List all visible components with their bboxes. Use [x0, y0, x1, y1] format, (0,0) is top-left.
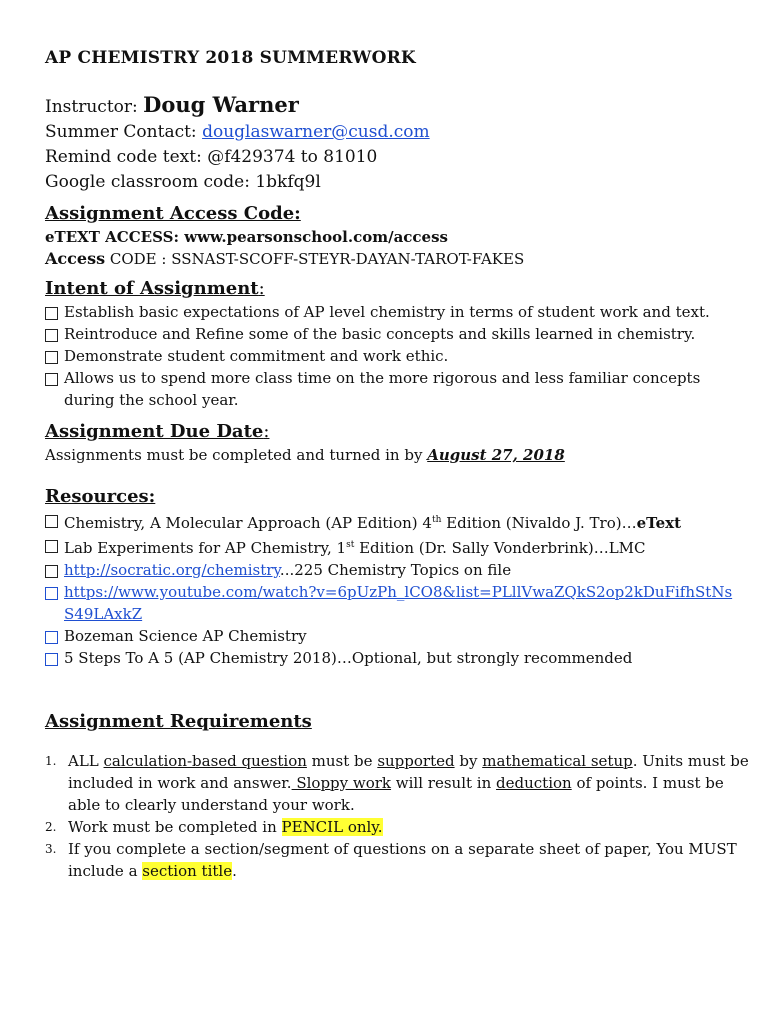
resource-bold: eText: [636, 514, 682, 532]
underlined-text: supported: [377, 752, 455, 770]
resource-text: [64, 509, 755, 534]
requirements-list: [45, 750, 755, 882]
intent-item: [45, 323, 755, 345]
resource-text-part: Edition (Nivaldo J. Tro)…: [441, 514, 637, 532]
resource-text: 5 Steps To A 5 (AP Chemistry 2018)…Optional, but strongly recommended: [64, 649, 633, 667]
checkbox-icon: [45, 653, 58, 666]
text-part: must be: [306, 752, 378, 770]
intent-item-text: Allows us to spend more class time on the more rigorous and less familiar concepts during the school year.: [64, 369, 701, 409]
text-part: ALL: [68, 752, 104, 770]
due-date: August 27, 2018: [427, 446, 565, 464]
checkbox-icon: [45, 373, 58, 386]
underlined-text: calculation-based question: [103, 752, 307, 770]
checkbox-icon: [45, 351, 58, 364]
access-heading: Assignment Access Code:: [45, 203, 301, 224]
resource-item: [45, 581, 755, 625]
checkbox-icon: [45, 587, 58, 600]
requirement-text: [68, 816, 755, 838]
text-part: If you complete a section/segment of questions on a separate sheet of paper, You MUST include a: [68, 840, 737, 880]
socratic-link[interactable]: http://socratic.org/chemistry: [64, 561, 280, 579]
requirement-text: [68, 838, 755, 882]
resource-item: [45, 625, 755, 647]
due-line: [45, 444, 755, 466]
text-part: .: [232, 862, 237, 880]
resource-text: Bozeman Science AP Chemistry: [64, 627, 307, 645]
superscript: th: [431, 515, 442, 525]
checkbox-icon: [45, 329, 58, 342]
resource-text-part: ...225 Chemistry Topics on file: [279, 561, 512, 579]
underlined-text: deduction: [496, 774, 572, 792]
resource-text: [64, 559, 755, 581]
intent-heading: [45, 278, 755, 299]
document-page: [45, 48, 755, 882]
intent-item-text: Reintroduce and Refine some of the basic concepts and skills learned in chemistry.: [64, 325, 696, 343]
checkbox-icon: [45, 540, 58, 553]
intent-heading-colon: :: [258, 278, 265, 299]
intent-item: [45, 367, 755, 411]
access-code-line: [45, 248, 755, 270]
highlighted-text: PENCIL only.: [281, 818, 383, 836]
resource-item: [45, 559, 755, 581]
text-part: . Units must be included in work and answer.: [68, 752, 749, 792]
requirements-heading: Assignment Requirements: [45, 711, 312, 732]
item-number: 3.: [45, 842, 57, 856]
checkbox-icon: [45, 307, 58, 320]
resource-item: [45, 509, 755, 534]
youtube-link[interactable]: https://www.youtube.com/watch?v=6pUzPh_lCO8&list=PLllVwaZQkS2op2kDuFifhStNsS49LAxkZ: [64, 583, 733, 623]
resource-item: [45, 647, 755, 669]
contact-label: Summer Contact:: [45, 122, 197, 142]
requirement-item: [45, 838, 755, 882]
intent-heading-text: Intent of Assignment: [45, 278, 259, 299]
checkbox-icon: [45, 631, 58, 644]
intent-item: [45, 345, 755, 367]
document-title: AP CHEMISTRY 2018 SUMMERWORK: [45, 48, 416, 68]
remind-code: Remind code text: @f429374 to 81010: [45, 147, 378, 167]
due-text: Assignments must be completed and turned in by: [45, 446, 423, 464]
text-part: will result in: [391, 774, 497, 792]
resource-text: [64, 581, 755, 625]
superscript: st: [346, 540, 355, 550]
classroom-code: Google classroom code: 1bkfq9l: [45, 172, 321, 192]
checkbox-icon: [45, 565, 58, 578]
intent-item: [45, 301, 755, 323]
item-number: 2.: [45, 820, 57, 834]
text-part: Work must be completed in: [68, 818, 282, 836]
requirement-text: [68, 750, 755, 816]
item-number: 1.: [45, 754, 57, 768]
access-code-label: Access: [45, 249, 106, 268]
resource-text-part: Edition (Dr. Sally Vonderbrink)…LMC: [354, 539, 646, 557]
resource-text-part: Lab Experiments for AP Chemistry, 1: [64, 539, 347, 557]
contact-email-link[interactable]: douglaswarner@cusd.com: [202, 122, 430, 142]
due-heading: [45, 421, 755, 442]
intent-item-text: Establish basic expectations of AP level chemistry in terms of student work and text.: [64, 303, 710, 321]
due-heading-colon: :: [263, 421, 270, 442]
underlined-text: mathematical setup: [482, 752, 633, 770]
text-part: of points. I must be able to clearly understand your work.: [68, 774, 724, 814]
resources-heading: Resources:: [45, 486, 156, 507]
requirement-item: [45, 816, 755, 838]
resource-text-part: Chemistry, A Molecular Approach (AP Edition) 4: [64, 514, 432, 532]
instructor-line: [45, 92, 755, 120]
due-heading-text: Assignment Due Date: [45, 421, 264, 442]
instructor-name: Doug Warner: [143, 92, 299, 117]
checkbox-icon: [45, 515, 58, 528]
text-part: by: [454, 752, 483, 770]
resource-text: [64, 534, 755, 559]
contact-line: [45, 120, 755, 145]
instructor-label: Instructor:: [45, 97, 138, 117]
underlined-text: Sloppy work: [291, 774, 392, 792]
highlighted-text: section title: [142, 862, 233, 880]
intent-item-text: Demonstrate student commitment and work ethic.: [64, 347, 449, 365]
requirement-item: [45, 750, 755, 816]
access-code-value: CODE : SSNAST-SCOFF-STEYR-DAYAN-TAROT-FAKES: [109, 250, 525, 268]
resource-item: [45, 534, 755, 559]
etext-access: eTEXT ACCESS: www.pearsonschool.com/access: [45, 228, 448, 246]
